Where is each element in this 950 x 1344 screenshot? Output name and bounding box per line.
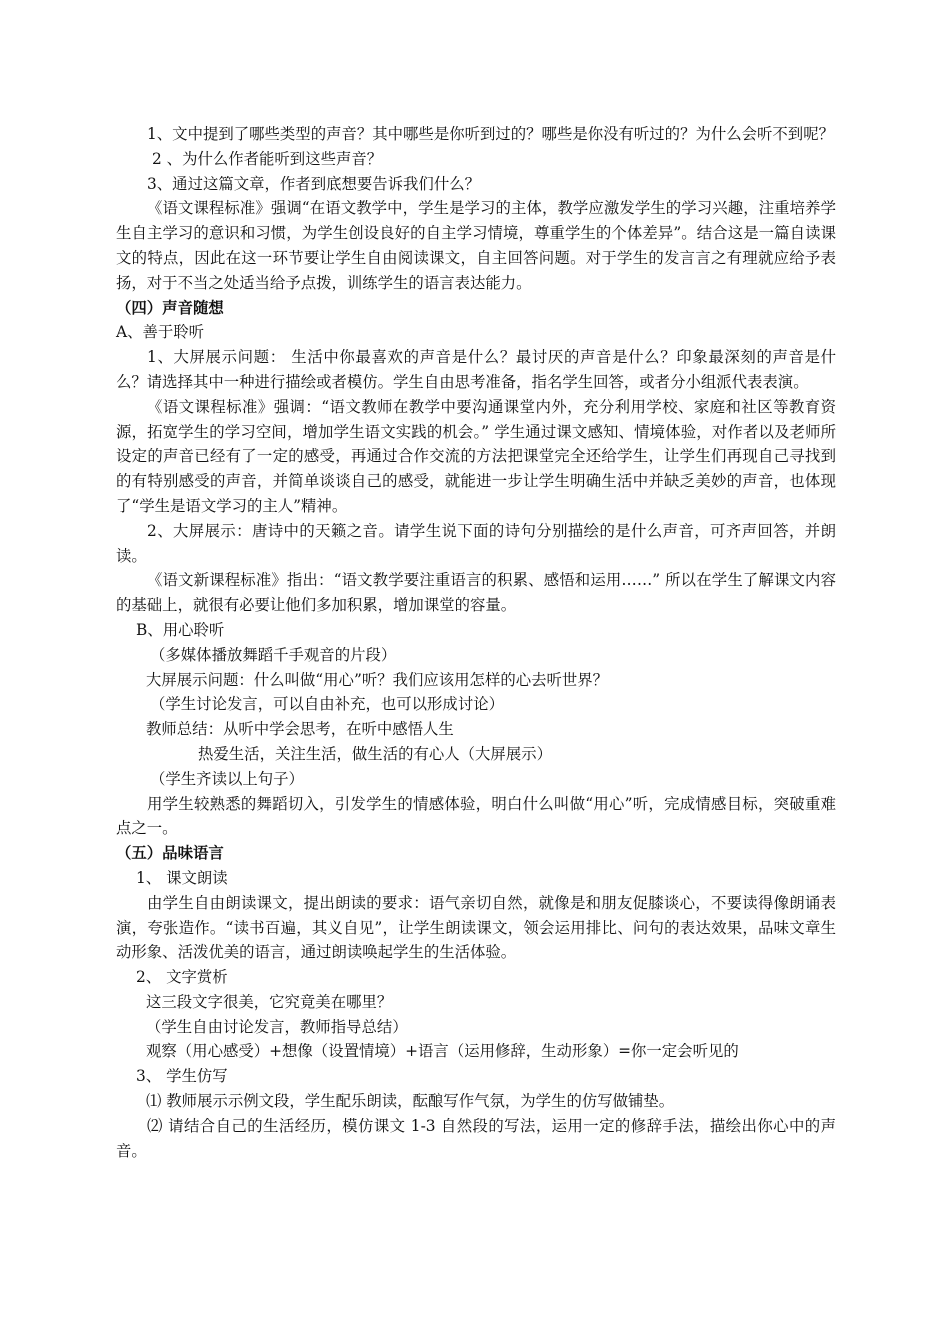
question-2: 2 、为什么作者能听到这些声音？ — [152, 149, 383, 168]
subsection-b-line-6: （学生齐读以上句子） — [150, 769, 304, 788]
subsection-c1-text: 由学生自由朗读课文，提出朗读的要求：语气亲切自然，就像是和朋友促膝谈心，不要读得像朗诵表演，夸张造作。“读书百遍，其义自见”，让学生朗读课文，领会运用排比、问句的表达效果，品味文章生动形象、活泼优美的语言，通过朗读唤起学生的生活体验。 — [116, 893, 836, 962]
curriculum-standard-note-3: 《语文新课程标准》指出：“语文教学要注重语言的积累、感悟和运用……” 所以在学生了解课文内容的基础上，就很有必要让他们多加积累，增加课堂的容量。 — [116, 571, 836, 615]
question-3: 3、通过这篇文章，作者到底想要告诉我们什么？ — [147, 174, 480, 193]
curriculum-standard-note-2: 《语文课程标准》强调：“语文教师在教学中要沟通课堂内外，充分利用学校、家庭和社区等教育资源，拓宽学生的学习空间，增加学生语文实践的机会。” 学生通过课文感知、情境体验，对作者以及老师所设定的声音已经有了一定的感受，再通过合作交流的方法把课堂完全还给学生，让学生们再现自己寻找到的有特别感受的声音，并简单谈谈自己的感受，就能进一步让学生明确生活中并缺乏美妙的声音，也体现了“学生是语文学习的主人”精神。 — [116, 397, 836, 515]
section-4-heading: （四）声音随想 — [116, 298, 224, 317]
subsection-a-title: A、善于聆听 — [116, 323, 205, 342]
subsection-c2-line-2: （学生自由讨论发言，教师指导总结） — [146, 1017, 408, 1036]
subsection-b-title: B、用心聆听 — [136, 620, 225, 639]
subsection-b-line-2: 大屏展示问题：什么叫做“用心”听？我们应该用怎样的心去听世界？ — [146, 670, 609, 689]
subsection-c1-title: 1、 课文朗读 — [136, 868, 228, 887]
subsection-c3-title: 3、 学生仿写 — [136, 1067, 228, 1086]
subsection-c2-line-3: 观察（用心感受）+想像（设置情境）+语言（运用修辞，生动形象）=你一定会听见的 — [146, 1042, 739, 1061]
section-5-heading: （五）品味语言 — [116, 844, 224, 863]
question-1: 1、文中提到了哪些类型的声音？其中哪些是你听到过的？哪些是你没有听过的？为什么会听不到呢？ — [147, 125, 834, 143]
document-page — [116, 122, 836, 1163]
subsection-b-line-5: 热爱生活，关注生活，做生活的有心人（大屏展示） — [198, 744, 552, 763]
subsection-a-item-2: 2、大屏展示：唐诗中的天籁之音。请学生说下面的诗句分别描绘的是什么声音，可齐声回答，并朗读。 — [116, 521, 836, 565]
subsection-a-item-1: 1、大屏展示问题： 生活中你最喜欢的声音是什么？最讨厌的声音是什么？印象最深刻的声音是什么？请选择其中一种进行描绘或者模仿。学生自由思考准备，指名学生回答，或者分小组派代表表演。 — [116, 348, 836, 391]
subsection-c3-line-2: ⑵ 请结合自己的生活经历，模仿课文 1-3 自然段的写法，运用一定的修辞手法，描绘出你心中的声音。 — [116, 1116, 836, 1160]
curriculum-standard-note-1: 《语文课程标准》强调“在语文教学中，学生是学习的主体，教学应激发学生的学习兴趣，注重培养学生自主学习的意识和习惯，为学生创设良好的自主学习情境，尊重学生的个体差异”。结合这是一篇自读课文的特点，因此在这一环节要让学生自由阅读课文，自主回答问题。对于学生的发言言之有理就应给予表扬，对于不当之处适当给予点拨，训练学生的语言表达能力。 — [116, 199, 836, 292]
subsection-b-line-7: 用学生较熟悉的舞蹈切入，引发学生的情感体验，明白什么叫做“用心”听，完成情感目标，突破重难点之一。 — [116, 794, 836, 838]
subsection-b-line-1: （多媒体播放舞蹈千手观音的片段） — [150, 645, 397, 664]
subsection-b-line-3: （学生讨论发言，可以自由补充，也可以形成讨论） — [150, 695, 504, 714]
subsection-c2-title: 2、 文字赏析 — [136, 968, 228, 987]
subsection-c3-line-1: ⑴ 教师展示示例文段，学生配乐朗读，酝酿写作气氛，为学生的仿写做铺垫。 — [146, 1092, 675, 1111]
subsection-c2-line-1: 这三段文字很美，它究竟美在哪里？ — [146, 992, 393, 1011]
subsection-b-line-4: 教师总结：从听中学会思考，在听中感悟人生 — [146, 720, 454, 739]
